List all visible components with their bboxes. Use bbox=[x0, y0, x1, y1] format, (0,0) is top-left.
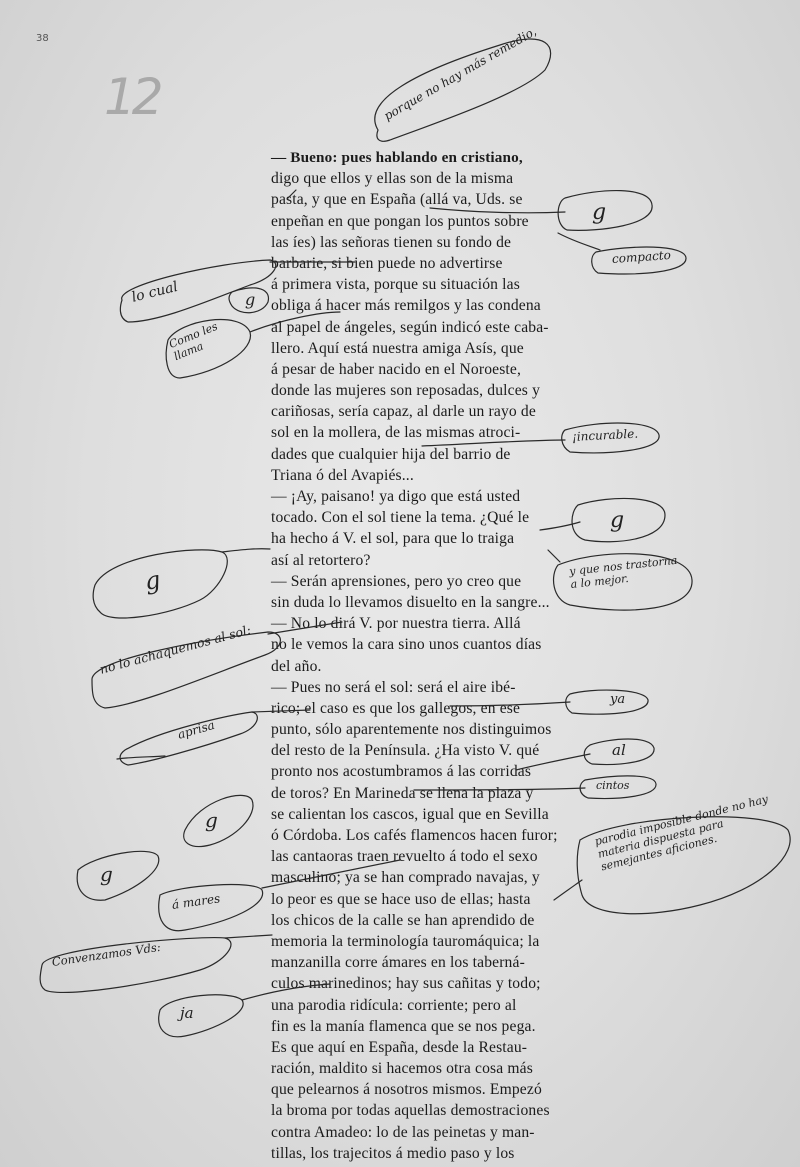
proof-line: culos marinedinos; hay sus cañitas y todo; bbox=[271, 975, 541, 993]
proof-line: obliga á hacer más remilgos y las condena bbox=[271, 297, 541, 315]
margin-note-al: al bbox=[612, 741, 626, 759]
proof-line: del año. bbox=[271, 657, 322, 675]
proof-line: fin es la manía flamenca que se nos pega. bbox=[271, 1017, 536, 1035]
annotation-balloon-s5 bbox=[184, 795, 253, 846]
proof-line: que pelearnos á nosotros mismos. Empezó bbox=[271, 1081, 542, 1099]
margin-note-lo-cual: lo cual bbox=[130, 278, 180, 306]
proof-line: las íes) las señoras tienen su fondo de bbox=[271, 233, 512, 251]
proof-line: contra Amadeo: lo de las peinetas y man- bbox=[271, 1123, 535, 1141]
margin-note-convenzamos: Convenzamos Vds: bbox=[51, 939, 162, 969]
proof-line: punto, sólo aparentemente nos distinguimos bbox=[271, 721, 552, 739]
proof-line: así al retortero? bbox=[271, 551, 371, 569]
annotation-balloon-ya2 bbox=[159, 995, 243, 1037]
connector-s4 bbox=[222, 549, 270, 552]
margin-note-incurable: ¡incurable. bbox=[571, 426, 639, 444]
proof-line: una parodia ridícula: corriente; pero al bbox=[271, 996, 517, 1014]
margin-note-s3: g bbox=[610, 508, 625, 533]
margin-note-no-lo: no lo achaquemos al sol: bbox=[98, 621, 253, 677]
margin-note-s2: g bbox=[245, 290, 256, 309]
margin-note-aprisa: aprisa bbox=[176, 717, 217, 742]
margin-note-que-nos: y que nos trastorna a lo mejor. bbox=[568, 553, 678, 591]
proof-line: ó Córdoba. Los cafés flamencos hacen furor; bbox=[271, 827, 558, 844]
proof-line: ha hecho á V. el sol, para que lo traiga bbox=[271, 530, 515, 548]
margin-note-a-mares: á mares bbox=[171, 891, 222, 912]
page-number: 12 bbox=[104, 68, 160, 126]
margin-note-ya2: ja bbox=[180, 1004, 194, 1022]
proof-line: dades que cualquier hija del barrio de bbox=[271, 445, 511, 463]
proof-line: — No lo dirá V. por nuestra tierra. Allá bbox=[271, 615, 521, 633]
proof-line: ración, maldito si hacemos otra cosa más bbox=[271, 1060, 533, 1078]
proof-text-column bbox=[271, 147, 557, 1164]
annotation-balloon-s6 bbox=[77, 851, 159, 900]
proof-line: digo que ellos y ellas son de la misma bbox=[271, 170, 514, 188]
proof-line: pasta, y que en España (allá va, Uds. se bbox=[271, 191, 523, 209]
proof-line: — Pues no será el sol: será el aire ibé- bbox=[271, 678, 516, 696]
proof-line: á pesar de haber nacido en el Noroeste, bbox=[271, 360, 522, 378]
proof-line: Es que aquí en España, desde la Restau- bbox=[271, 1038, 528, 1056]
connector-parodia bbox=[554, 880, 582, 900]
margin-note-cintos: cintos bbox=[596, 779, 630, 792]
proof-line: rico; el caso es que los gallegos, en ese bbox=[271, 699, 521, 717]
strike-line-aprisa bbox=[117, 756, 165, 759]
proof-line: — ¡Ay, paisano! ya digo que está usted bbox=[271, 488, 521, 505]
proof-line: sin duda lo llevamos disuelto en la sangre... bbox=[271, 593, 550, 611]
proof-line: tocado. Con el sol tiene la tema. ¿Qué le bbox=[271, 509, 530, 527]
margin-note-s5: g bbox=[205, 808, 218, 832]
proof-line: á primera vista, porque su situación las bbox=[271, 276, 520, 294]
proof-line: masculino; ya se han comprado navajas, y bbox=[271, 869, 540, 887]
proof-line: al papel de ángeles, según indicó este caba- bbox=[271, 318, 549, 336]
margin-note-s4: g bbox=[142, 565, 163, 596]
proof-line: se calientan los cascos, igual que en Sevilla bbox=[271, 805, 549, 823]
proof-line: memoria la terminología tauromáquica; la bbox=[271, 932, 540, 950]
proof-line: cariñosas, sería capaz, al darle un rayo de bbox=[271, 403, 536, 421]
margin-note-parodia: parodia imposible donde no hay materia dispuesta para semejantes aficiones. bbox=[593, 792, 770, 874]
proof-line: las cantaoras traen revuelto á todo el sexo bbox=[271, 848, 538, 866]
proof-line: manzanilla corre ámares en los taberná- bbox=[271, 954, 525, 972]
proof-line: los chicos de la calle se han aprendido de bbox=[271, 911, 535, 929]
proof-line: lo peor es que se hace uso de ellas; hasta bbox=[271, 890, 531, 908]
proof-line: del resto de la Península. ¿Ha visto V. qué bbox=[271, 742, 540, 760]
margin-note-s6: g bbox=[100, 862, 113, 886]
proof-line: sol en la mollera, de las mismas atroci- bbox=[271, 424, 521, 442]
connector-convenzamos bbox=[225, 935, 272, 938]
annotation-balloon-ya1 bbox=[566, 690, 648, 714]
margin-note-s1: g bbox=[592, 200, 607, 225]
connector-compacto bbox=[558, 233, 600, 250]
proof-line: pronto nos acostumbramos á las corridas bbox=[271, 763, 532, 781]
proof-line: Triana ó del Avapiés... bbox=[271, 466, 414, 484]
proof-line: — Serán aprensiones, pero yo creo que bbox=[271, 572, 522, 590]
proof-line: de toros? En Marineda se llena la plaza y bbox=[271, 784, 534, 802]
proof-line: enpeñan en que pongan los puntos sobre bbox=[271, 212, 529, 230]
margin-note-porque: porque no hay más remedio, bbox=[381, 24, 539, 124]
proof-line: la broma por todas aquellas demostraciones bbox=[271, 1102, 550, 1120]
margin-note-como-les: Como les llama bbox=[167, 319, 220, 364]
annotation-balloon-porque bbox=[375, 39, 551, 141]
margin-note-ya1: ya bbox=[610, 692, 626, 707]
margin-note-compacto: compacto bbox=[611, 247, 672, 266]
folio-number: 38 bbox=[36, 33, 49, 44]
proof-line: barbarie, si bien puede no advertirse bbox=[271, 254, 503, 272]
proof-line: llero. Aquí está nuestra amiga Asís, que bbox=[271, 339, 524, 357]
proof-line: no le vemos la cara sino unos cuantos días bbox=[271, 636, 542, 654]
proof-line: donde las mujeres son reposadas, dulces y bbox=[271, 382, 541, 400]
proof-line: — Bueno: pues hablando en cristiano, bbox=[271, 149, 523, 166]
proof-line: tillas, los trajecitos á medio paso y los bbox=[271, 1144, 515, 1162]
